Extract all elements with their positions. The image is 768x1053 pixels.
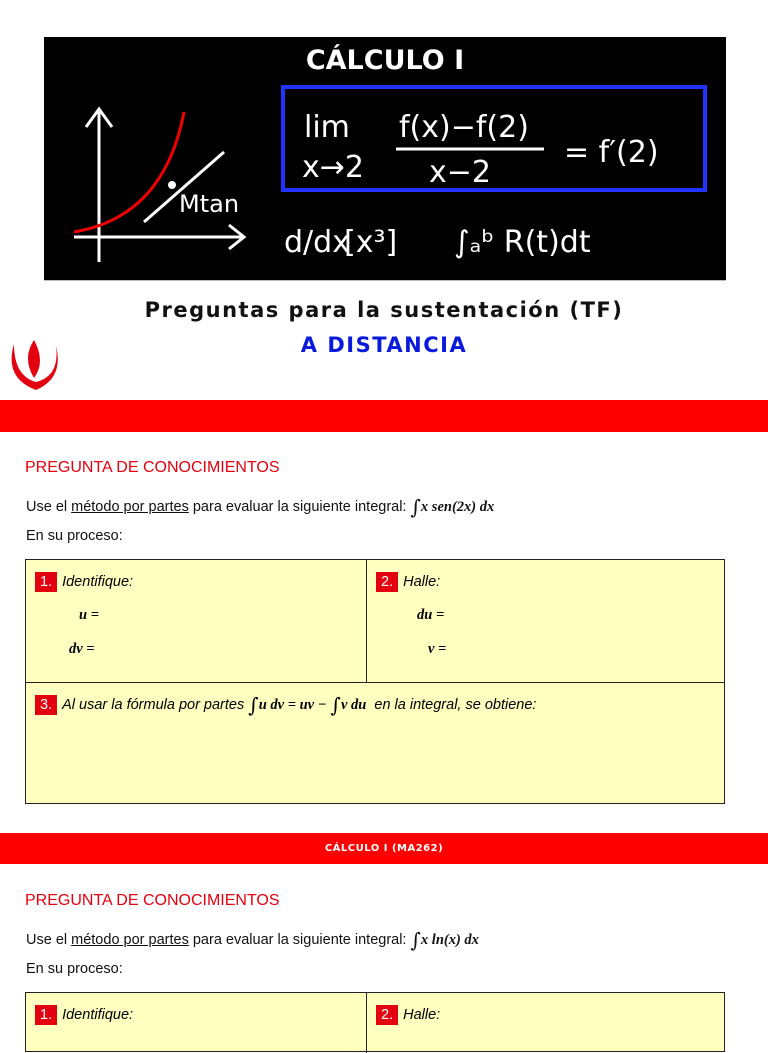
u-field[interactable]: u = [79, 607, 99, 623]
divider [44, 280, 726, 281]
step-3[interactable]: 3. Al usar la fórmula por partes ∫u dv = uv − ∫v du en la integral, se obtiene: [35, 693, 536, 717]
step-2: 2. Halle: [376, 1005, 440, 1025]
svg-text:f(x)−f(2): f(x)−f(2) [399, 110, 529, 145]
svg-text:= f′(2): = f′(2) [564, 135, 659, 170]
red-band [0, 400, 768, 432]
svg-text:[x³]: [x³] [344, 225, 398, 260]
banner-title: CÁLCULO I [305, 45, 465, 76]
section-heading: PREGUNTA DE CONOCIMIENTOS [25, 892, 280, 909]
process-label: En su proceso: [26, 528, 123, 544]
calculus-illustration [44, 37, 726, 280]
question-text: Use el método por partes para evaluar la siguiente integral: ∫x sen(2x) dx [26, 495, 495, 519]
svg-text:Mtan: Mtan [179, 190, 240, 218]
answer-table [25, 992, 725, 1052]
step-1: 1. Identifique: [35, 572, 133, 592]
university-logo [8, 338, 64, 392]
course-banner [44, 37, 726, 280]
process-label: En su proceso: [26, 961, 123, 977]
v-field[interactable]: v = [428, 641, 447, 657]
svg-text:∫ₐᵇ R(t)dt: ∫ₐᵇ R(t)dt [454, 225, 591, 260]
mode-label: A DISTANCIA [300, 333, 468, 357]
svg-text:x→2: x→2 [302, 150, 364, 185]
footer-band: CÁLCULO I (MA262) [0, 833, 768, 864]
step-1: 1. Identifique: [35, 1005, 133, 1025]
section-heading: PREGUNTA DE CONOCIMIENTOS [25, 459, 280, 476]
dv-field[interactable]: dv = [69, 641, 95, 657]
answer-table [25, 559, 725, 804]
subtitle: Preguntas para la sustentación (TF) [144, 298, 624, 322]
question-text: Use el método por partes para evaluar la siguiente integral: ∫x ln(x) dx [26, 928, 479, 952]
svg-text:x−2: x−2 [429, 155, 491, 190]
svg-text:d/dx: d/dx [284, 225, 350, 260]
svg-text:lim: lim [304, 110, 350, 145]
du-field[interactable]: du = [417, 607, 445, 623]
step-2: 2. Halle: [376, 572, 440, 592]
